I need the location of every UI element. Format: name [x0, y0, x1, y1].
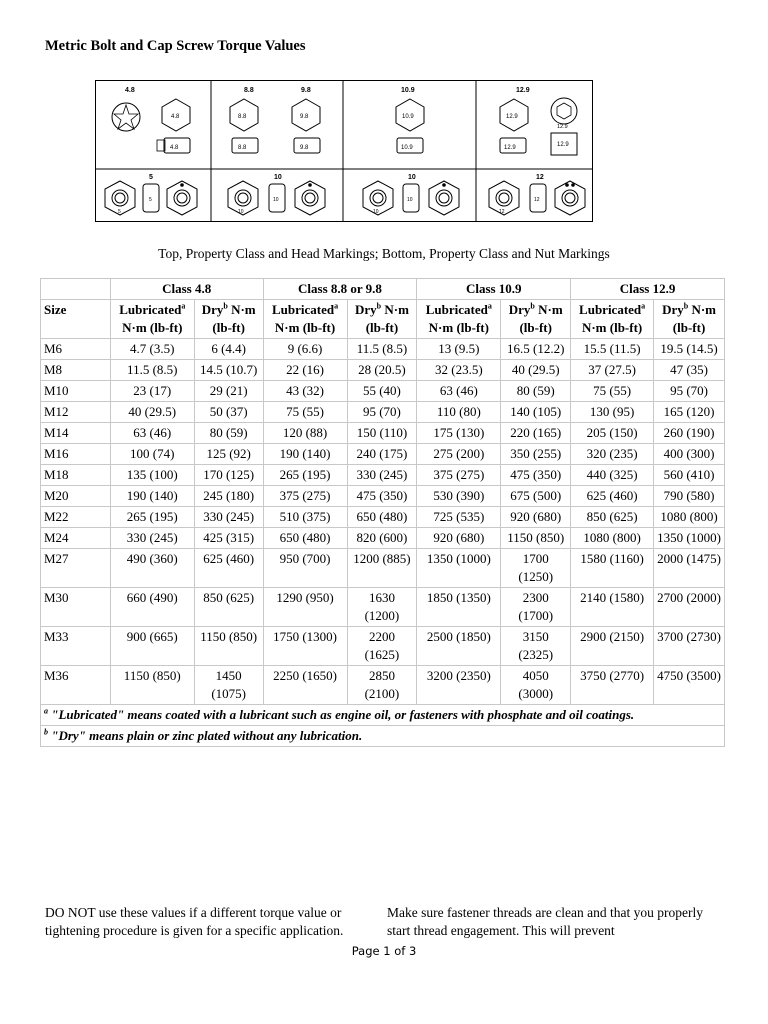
lubricated-torque-cell: 725 (535)	[417, 507, 501, 528]
nut-class-label-10: 10	[274, 174, 282, 181]
lubricated-torque-cell: 22 (16)	[263, 360, 347, 381]
dry-torque-cell: 55 (40)	[347, 381, 417, 402]
size-cell: M22	[41, 507, 111, 528]
footnote-text: "Lubricated" means coated with a lubricant such as engine oil, or fasteners with phosphate and oil coatings.	[48, 707, 635, 722]
dry-torque-cell: 150 (110)	[347, 423, 417, 444]
table-row	[41, 402, 725, 423]
table-row	[41, 666, 725, 705]
dry-torque-cell: 560 (410)	[654, 465, 725, 486]
dry-torque-cell: 95 (70)	[347, 402, 417, 423]
lubricated-torque-cell: 190 (140)	[263, 444, 347, 465]
dry-torque-cell: 1350 (1000)	[654, 528, 725, 549]
socket-side-mark: 12.9	[557, 142, 569, 148]
dry-label: Dry	[662, 302, 684, 317]
dry-torque-cell: 240 (175)	[347, 444, 417, 465]
footnote-dry	[41, 726, 725, 747]
dry-torque-cell: 330 (245)	[347, 465, 417, 486]
dry-torque-cell: 28 (20.5)	[347, 360, 417, 381]
dry-unit: N·m	[227, 302, 256, 317]
dry-torque-cell: 40 (29.5)	[501, 360, 571, 381]
dry-torque-cell: 330 (245)	[194, 507, 263, 528]
footnote-lubricated	[41, 705, 725, 726]
lubricated-torque-cell: 2140 (1580)	[571, 588, 654, 627]
class-label-12-9: 12.9	[516, 87, 530, 94]
lubricated-label: Lubricated	[425, 302, 488, 317]
document-title: Metric Bolt and Cap Screw Torque Values	[45, 38, 306, 54]
dry-torque-cell: 425 (315)	[194, 528, 263, 549]
size-cell: M18	[41, 465, 111, 486]
lubricated-footnote-ref: a	[334, 301, 339, 311]
dry-torque-cell: 1700 (1250)	[501, 549, 571, 588]
lubricated-torque-cell: 1290 (950)	[263, 588, 347, 627]
lubricated-torque-cell: 1350 (1000)	[417, 549, 501, 588]
class-header: Class 10.9	[417, 279, 571, 300]
dry-torque-cell: 6 (4.4)	[194, 339, 263, 360]
dry-torque-cell: 2200 (1625)	[347, 627, 417, 666]
dry-torque-cell: 19.5 (14.5)	[654, 339, 725, 360]
class-header: Class 12.9	[571, 279, 725, 300]
table-row	[41, 339, 725, 360]
lubricated-torque-cell: 130 (95)	[571, 402, 654, 423]
dry-unit: N·m	[381, 302, 409, 317]
footnote-row	[41, 726, 725, 747]
nut-class-label-10b: 10	[408, 174, 416, 181]
socket-head-icon	[551, 98, 577, 124]
size-cell: M10	[41, 381, 111, 402]
lubricated-torque-cell: 37 (27.5)	[571, 360, 654, 381]
dry-unit: N·m	[688, 302, 716, 317]
lubricated-torque-cell: 9 (6.6)	[263, 339, 347, 360]
torque-table	[40, 278, 725, 747]
lubricated-label: Lubricated	[119, 302, 182, 317]
lubricated-torque-cell: 2900 (2150)	[571, 627, 654, 666]
bolt-head-mark: 9.8	[300, 114, 309, 120]
thread-advice-paragraph: Make sure fastener threads are clean and that you properly start thread engagement. This will prevent	[387, 905, 703, 938]
lubricated-torque-cell: 205 (150)	[571, 423, 654, 444]
lubricated-torque-cell: 3750 (2770)	[571, 666, 654, 705]
dry-torque-cell: 675 (500)	[501, 486, 571, 507]
footnote-marker: b	[44, 727, 48, 737]
dry-header	[347, 300, 417, 339]
size-cell: M16	[41, 444, 111, 465]
dry-torque-cell: 1080 (800)	[654, 507, 725, 528]
lubricated-torque-cell: 510 (375)	[263, 507, 347, 528]
lubricated-unit: N·m (lb-ft)	[428, 320, 489, 335]
lubricated-unit: N·m (lb-ft)	[274, 320, 336, 335]
size-cell: M27	[41, 549, 111, 588]
lubricated-torque-cell: 32 (23.5)	[417, 360, 501, 381]
star-mark-icon	[112, 103, 140, 131]
dry-torque-cell: 80 (59)	[194, 423, 263, 444]
dry-torque-cell: 50 (37)	[194, 402, 263, 423]
lubricated-torque-cell: 625 (460)	[571, 486, 654, 507]
dry-torque-cell: 4750 (3500)	[654, 666, 725, 705]
warning-paragraph: DO NOT use these values if a different torque value or tightening procedure is given for a specific application.	[45, 905, 344, 938]
lubricated-torque-cell: 650 (480)	[263, 528, 347, 549]
dry-torque-cell: 820 (600)	[347, 528, 417, 549]
dry-torque-cell: 165 (120)	[654, 402, 725, 423]
dry-unit-lbft: (lb-ft)	[212, 320, 245, 335]
page-number: Page 1 of 3	[351, 944, 417, 958]
dry-torque-cell: 140 (105)	[501, 402, 571, 423]
lubricated-torque-cell: 190 (140)	[110, 486, 194, 507]
dry-torque-cell: 2700 (2000)	[654, 588, 725, 627]
lubricated-torque-cell: 330 (245)	[110, 528, 194, 549]
bolt-head-mark: 8.8	[238, 114, 247, 120]
class-header: Class 4.8	[110, 279, 263, 300]
lubricated-torque-cell: 265 (195)	[263, 465, 347, 486]
nut-class-label-12: 12	[536, 174, 544, 181]
lubricated-torque-cell: 75 (55)	[263, 402, 347, 423]
footnote-row	[41, 705, 725, 726]
dry-torque-cell: 125 (92)	[194, 444, 263, 465]
size-cell: M24	[41, 528, 111, 549]
torque-table-body	[41, 339, 725, 705]
dry-torque-cell: 625 (460)	[194, 549, 263, 588]
lubricated-torque-cell: 1150 (850)	[110, 666, 194, 705]
bolt-side-mark: 12.9	[504, 145, 516, 151]
lubricated-torque-cell: 110 (80)	[417, 402, 501, 423]
figure-caption: Top, Property Class and Head Markings; Bottom, Property Class and Nut Markings	[158, 246, 610, 261]
lubricated-torque-cell: 660 (490)	[110, 588, 194, 627]
lubricated-torque-cell: 850 (625)	[571, 507, 654, 528]
table-row	[41, 588, 725, 627]
lubricated-torque-cell: 40 (29.5)	[110, 402, 194, 423]
lubricated-torque-cell: 440 (325)	[571, 465, 654, 486]
dry-torque-cell: 2000 (1475)	[654, 549, 725, 588]
dry-torque-cell: 920 (680)	[501, 507, 571, 528]
dry-torque-cell: 1150 (850)	[194, 627, 263, 666]
nut-mark: 5	[118, 209, 121, 215]
dry-torque-cell: 850 (625)	[194, 588, 263, 627]
dry-torque-cell: 790 (580)	[654, 486, 725, 507]
dry-torque-cell: 220 (165)	[501, 423, 571, 444]
lubricated-torque-cell: 265 (195)	[110, 507, 194, 528]
dry-label: Dry	[354, 302, 377, 317]
lubricated-torque-cell: 950 (700)	[263, 549, 347, 588]
lubricated-header	[417, 300, 501, 339]
dry-torque-cell: 3700 (2730)	[654, 627, 725, 666]
nut-mark: 10	[238, 209, 244, 215]
dry-torque-cell: 475 (350)	[501, 465, 571, 486]
class-label-8-8: 8.8	[244, 87, 254, 94]
size-cell: M6	[41, 339, 111, 360]
dry-unit: N·m	[534, 302, 563, 317]
lubricated-torque-cell: 275 (200)	[417, 444, 501, 465]
class-label-9-8: 9.8	[301, 87, 311, 94]
footnote-marker: a	[44, 706, 48, 716]
class-header-row	[41, 279, 725, 300]
dry-label: Dry	[201, 302, 224, 317]
size-cell: M12	[41, 402, 111, 423]
dry-torque-cell: 170 (125)	[194, 465, 263, 486]
lubricated-footnote-ref: a	[487, 301, 492, 311]
lubricated-torque-cell: 1580 (1160)	[571, 549, 654, 588]
lubricated-label: Lubricated	[271, 302, 335, 317]
lubricated-torque-cell: 375 (275)	[263, 486, 347, 507]
size-cell: M33	[41, 627, 111, 666]
nut-side-mark: 5	[149, 197, 152, 203]
bolt-side-mark: 4.8	[170, 145, 179, 151]
class-label-10-9: 10.9	[401, 87, 415, 94]
bolt-side-mark: 9.8	[300, 145, 309, 151]
lubricated-torque-cell: 100 (74)	[110, 444, 194, 465]
class-header: Class 8.8 or 9.8	[263, 279, 417, 300]
lubricated-torque-cell: 1750 (1300)	[263, 627, 347, 666]
dry-torque-cell: 1150 (850)	[501, 528, 571, 549]
bolt-side-mark: 8.8	[238, 145, 247, 151]
lubricated-torque-cell: 2250 (1650)	[263, 666, 347, 705]
bolt-side-mark: 10.9	[401, 145, 413, 151]
lubricated-torque-cell: 63 (46)	[417, 381, 501, 402]
lubricated-torque-cell: 23 (17)	[110, 381, 194, 402]
size-cell: M36	[41, 666, 111, 705]
dry-unit-lbft: (lb-ft)	[519, 320, 552, 335]
size-cell: M30	[41, 588, 111, 627]
hex-nut-icon	[555, 181, 585, 215]
lubricated-torque-cell: 375 (275)	[417, 465, 501, 486]
nut-mark: 12	[499, 209, 505, 215]
dry-torque-cell: 14.5 (10.7)	[194, 360, 263, 381]
dry-footnote-ref: b	[376, 301, 382, 311]
lubricated-torque-cell: 75 (55)	[571, 381, 654, 402]
lubricated-torque-cell: 11.5 (8.5)	[110, 360, 194, 381]
class-label-4-8: 4.8	[125, 87, 135, 94]
dry-torque-cell: 95 (70)	[654, 381, 725, 402]
condition-header-row	[41, 300, 725, 339]
table-row	[41, 528, 725, 549]
table-row	[41, 486, 725, 507]
lubricated-header	[571, 300, 654, 339]
lubricated-torque-cell: 2500 (1850)	[417, 627, 501, 666]
bolt-head-mark: 4.8	[171, 114, 180, 120]
dry-torque-cell: 3150 (2325)	[501, 627, 571, 666]
dry-header	[654, 300, 725, 339]
lubricated-torque-cell: 135 (100)	[110, 465, 194, 486]
empty-header-cell	[41, 279, 111, 300]
lubricated-footnote-ref: a	[181, 301, 186, 311]
table-row	[41, 465, 725, 486]
dry-torque-cell: 11.5 (8.5)	[347, 339, 417, 360]
lubricated-footnote-ref: a	[641, 301, 646, 311]
lubricated-unit: N·m (lb-ft)	[122, 320, 183, 335]
dry-torque-cell: 29 (21)	[194, 381, 263, 402]
dry-footnote-ref: b	[530, 301, 535, 311]
lubricated-torque-cell: 43 (32)	[263, 381, 347, 402]
dry-torque-cell: 80 (59)	[501, 381, 571, 402]
dry-torque-cell: 350 (255)	[501, 444, 571, 465]
lubricated-torque-cell: 3200 (2350)	[417, 666, 501, 705]
dry-footnote-ref: b	[683, 301, 689, 311]
lubricated-torque-cell: 1080 (800)	[571, 528, 654, 549]
table-row	[41, 360, 725, 381]
socket-head-mark: 12.9	[557, 124, 568, 130]
bolt-nut-markings-figure	[95, 80, 593, 222]
dry-footnote-ref: b	[223, 301, 228, 311]
bolt-head-mark: 12.9	[506, 114, 518, 120]
lubricated-label: Lubricated	[579, 302, 642, 317]
lubricated-header	[263, 300, 347, 339]
lubricated-torque-cell: 530 (390)	[417, 486, 501, 507]
nut-side-mark: 12	[534, 197, 540, 203]
dry-torque-cell: 1630 (1200)	[347, 588, 417, 627]
dry-torque-cell: 1450 (1075)	[194, 666, 263, 705]
nut-side-mark: 10	[273, 197, 279, 203]
nut-side-mark: 10	[407, 197, 413, 203]
size-cell: M14	[41, 423, 111, 444]
dry-unit-lbft: (lb-ft)	[365, 320, 399, 335]
dry-torque-cell: 2300 (1700)	[501, 588, 571, 627]
bolt-head-mark: 10.9	[402, 114, 414, 120]
dry-torque-cell: 400 (300)	[654, 444, 725, 465]
table-row	[41, 444, 725, 465]
lubricated-torque-cell: 1850 (1350)	[417, 588, 501, 627]
dry-torque-cell: 1200 (885)	[347, 549, 417, 588]
lubricated-torque-cell: 490 (360)	[110, 549, 194, 588]
dry-torque-cell: 2850 (2100)	[347, 666, 417, 705]
nut-mark: 10	[373, 209, 379, 215]
lubricated-header	[110, 300, 194, 339]
dry-torque-cell: 16.5 (12.2)	[501, 339, 571, 360]
lubricated-torque-cell: 13 (9.5)	[417, 339, 501, 360]
size-header: Size	[41, 300, 111, 339]
table-row	[41, 549, 725, 588]
lubricated-torque-cell: 175 (130)	[417, 423, 501, 444]
footnote-text: "Dry" means plain or zinc plated without any lubrication.	[48, 728, 363, 743]
lubricated-torque-cell: 920 (680)	[417, 528, 501, 549]
lubricated-torque-cell: 15.5 (11.5)	[571, 339, 654, 360]
size-cell: M20	[41, 486, 111, 507]
dry-torque-cell: 475 (350)	[347, 486, 417, 507]
table-row	[41, 381, 725, 402]
lubricated-unit: N·m (lb-ft)	[581, 320, 643, 335]
dry-torque-cell: 260 (190)	[654, 423, 725, 444]
lubricated-torque-cell: 4.7 (3.5)	[110, 339, 194, 360]
dry-torque-cell: 650 (480)	[347, 507, 417, 528]
table-row	[41, 507, 725, 528]
dry-torque-cell: 4050 (3000)	[501, 666, 571, 705]
nut-class-label-5: 5	[149, 174, 153, 181]
lubricated-torque-cell: 320 (235)	[571, 444, 654, 465]
dry-torque-cell: 245 (180)	[194, 486, 263, 507]
dry-header	[501, 300, 571, 339]
dry-label: Dry	[508, 302, 531, 317]
dry-header	[194, 300, 263, 339]
size-cell: M8	[41, 360, 111, 381]
lubricated-torque-cell: 120 (88)	[263, 423, 347, 444]
lubricated-torque-cell: 63 (46)	[110, 423, 194, 444]
lubricated-torque-cell: 900 (665)	[110, 627, 194, 666]
dry-unit-lbft: (lb-ft)	[672, 320, 706, 335]
table-row	[41, 627, 725, 666]
table-row	[41, 423, 725, 444]
dry-torque-cell: 47 (35)	[654, 360, 725, 381]
